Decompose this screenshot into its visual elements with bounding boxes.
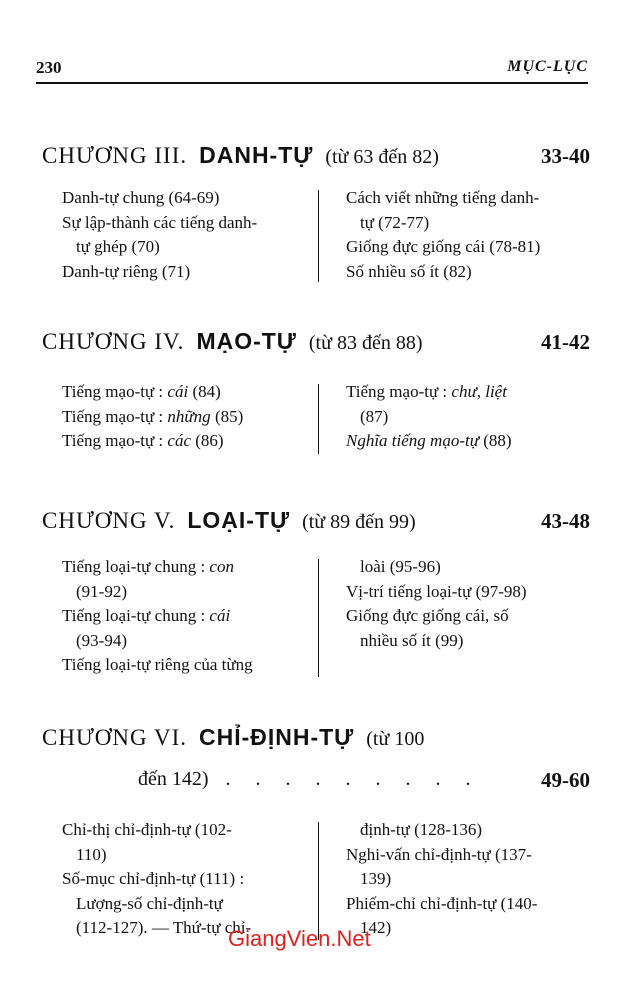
right-column xyxy=(346,555,592,653)
chapter-label: CHƯƠNG V. xyxy=(42,508,176,533)
chapter-label: CHƯƠNG IV. xyxy=(42,329,185,354)
leader-dots: . . . . . . . . . xyxy=(225,768,481,790)
left-column xyxy=(62,555,310,678)
toc-line: 110) xyxy=(76,844,107,864)
chapter-heading xyxy=(42,328,590,360)
chapter-pages: 49-60 xyxy=(541,768,590,792)
toc-line: 139) xyxy=(360,869,392,888)
chapter-range-end: đến 142) xyxy=(138,768,209,790)
toc-line: Sự lập-thành các tiếng danh- xyxy=(62,212,258,232)
right-column xyxy=(346,186,592,284)
right-column xyxy=(346,818,592,941)
toc-line: Số nhiều số ít (82) xyxy=(346,261,472,281)
toc-line: Tiếng loại-tự chung : con xyxy=(62,557,234,576)
toc-line: Tiếng loại-tự chung : cái xyxy=(62,606,231,625)
toc-line: Tiếng mạo-tự : chư, liệt xyxy=(346,382,507,401)
right-column xyxy=(346,380,592,454)
toc-line: Cách viết những tiếng danh- xyxy=(346,188,540,207)
chapter-heading xyxy=(42,142,590,174)
toc-line: Danh-tự riêng (71) xyxy=(62,261,191,281)
running-title: MỤC-LỤC xyxy=(507,58,588,75)
chapter-pages: 33-40 xyxy=(541,144,590,168)
toc-line: (112-127). — Thứ-tự chỉ- xyxy=(76,918,252,937)
chapter-range: (từ 83 đến 88) xyxy=(308,332,423,354)
chapter-name: CHỈ-ĐỊNH-TỰ xyxy=(198,724,355,750)
chapter-range: (từ 100 xyxy=(366,728,425,750)
toc-line: Giống đực giống cái, số xyxy=(346,606,509,625)
toc-line: định-tự (128-136) xyxy=(360,820,483,839)
toc-line: tự (72-77) xyxy=(360,212,430,232)
toc-line: Tiếng mạo-tự : cái (84) xyxy=(62,382,221,401)
chapter-heading xyxy=(42,724,590,804)
toc-line: Danh-tự chung (64-69) xyxy=(62,188,220,207)
chapter-pages: 41-42 xyxy=(541,330,590,354)
toc-line: tự ghép (70) xyxy=(76,237,160,256)
toc-line: Tiếng loại-tự riêng của từng xyxy=(62,655,253,674)
chapter-range: (từ 89 đến 99) xyxy=(302,511,416,533)
left-column xyxy=(62,380,310,454)
toc-line: loài (95-96) xyxy=(360,557,441,576)
chapter-label: CHƯƠNG VI. xyxy=(42,725,187,750)
chapter-name: MẠO-TỰ xyxy=(196,328,297,354)
chapter-label: CHƯƠNG III. xyxy=(42,143,188,168)
toc-line: nhiều số ít (99) xyxy=(360,630,464,650)
chapter-name: DANH-TỰ xyxy=(199,142,314,168)
left-column xyxy=(62,186,310,284)
toc-line: Lượng-số chỉ-định-tự xyxy=(76,893,223,913)
chapter-heading xyxy=(42,507,590,539)
toc-line: 142) xyxy=(360,918,392,937)
toc-line: Chỉ-thị chỉ-định-tự (102- xyxy=(62,820,232,839)
page-number: 230 xyxy=(36,58,62,77)
toc-line: Phiếm-chỉ chỉ-định-tự (140- xyxy=(346,893,538,913)
header-rule xyxy=(36,82,588,84)
chapter-name: LOẠI-TỰ xyxy=(187,507,291,533)
watermark-text: GiangVien.Net xyxy=(228,926,371,951)
chapter-heading-continuation xyxy=(138,768,590,791)
left-column xyxy=(62,818,310,941)
toc-line: Giống đực giống cái (78-81) xyxy=(346,237,541,256)
column-divider xyxy=(318,190,319,282)
column-divider xyxy=(318,559,319,677)
toc-line: Nghi-vấn chỉ-định-tự (137- xyxy=(346,844,532,864)
column-divider xyxy=(318,822,319,940)
toc-line: (91-92) xyxy=(76,581,127,601)
toc-line: Số-mục chỉ-định-tự (111) : xyxy=(62,869,245,888)
toc-line: Tiếng mạo-tự : các (86) xyxy=(62,431,224,450)
toc-line: Tiếng mạo-tự : những (85) xyxy=(62,406,244,426)
page-header xyxy=(36,58,588,82)
column-divider xyxy=(318,384,319,454)
toc-line: (87) xyxy=(360,406,389,426)
toc-line: Nghĩa tiếng mạo-tự (88) xyxy=(346,431,512,450)
chapter-pages: 43-48 xyxy=(541,509,590,533)
chapter-range: (từ 63 đến 82) xyxy=(325,146,439,168)
toc-line: Vị-trí tiếng loại-tự (97-98) xyxy=(346,581,527,601)
toc-line: (93-94) xyxy=(76,630,127,650)
